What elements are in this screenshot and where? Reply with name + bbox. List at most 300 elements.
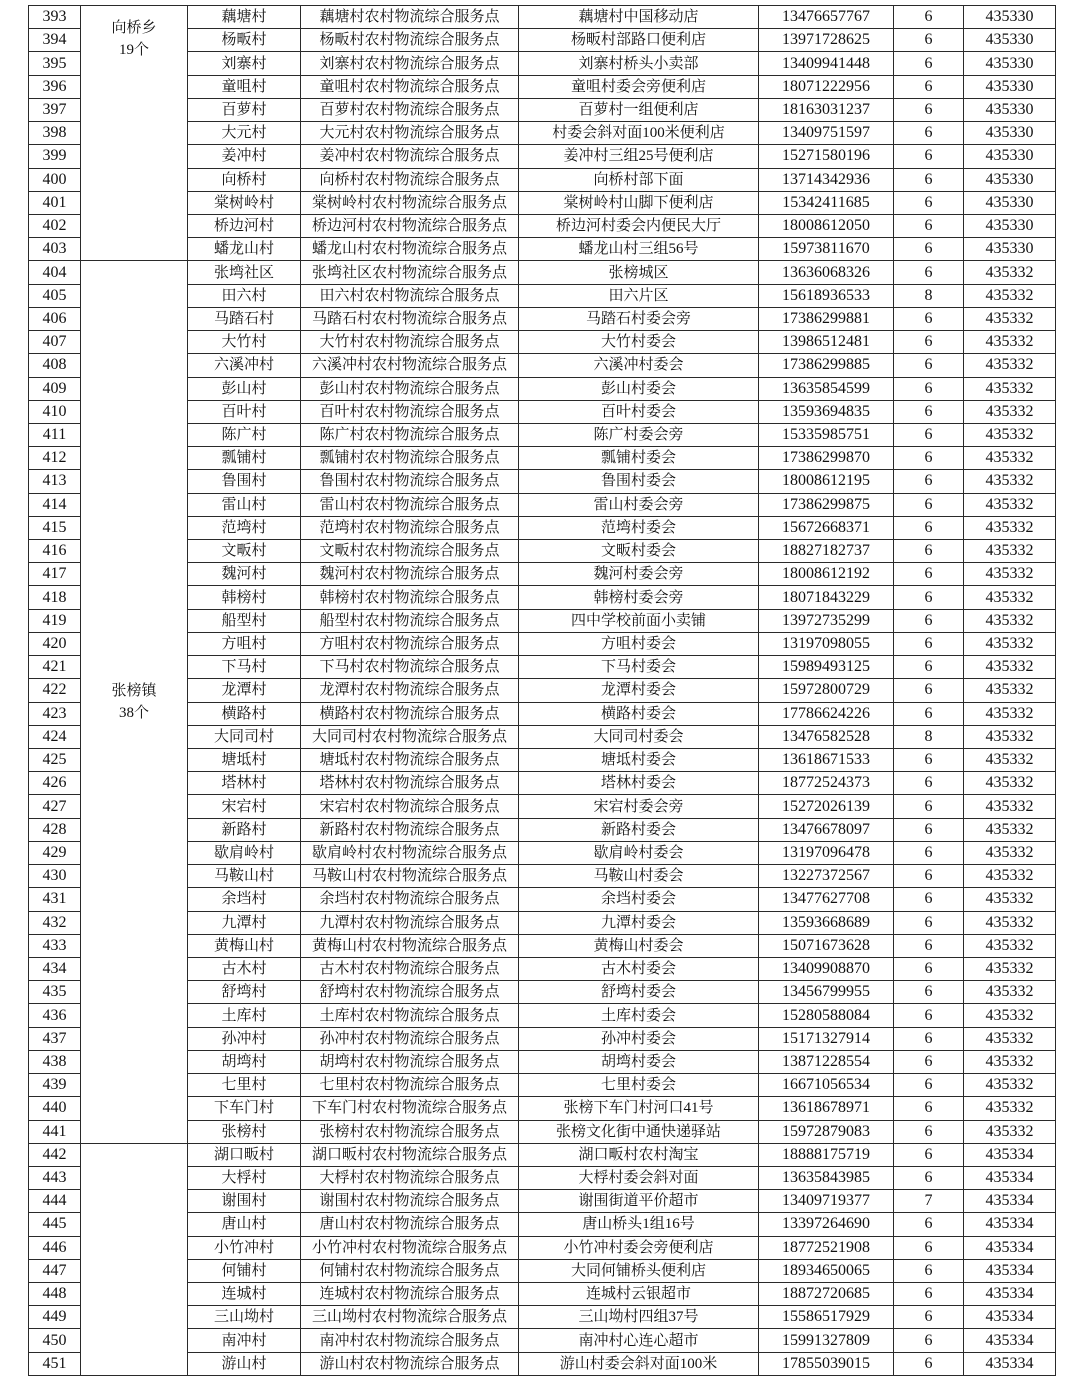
count: 6 — [894, 261, 964, 284]
postcode: 435332 — [964, 888, 1056, 911]
phone-number: 13618678971 — [759, 1097, 894, 1120]
phone-number: 18827182737 — [759, 540, 894, 563]
row-number: 422 — [29, 679, 81, 702]
row-number: 444 — [29, 1190, 81, 1213]
village-name: 船型村 — [188, 609, 301, 632]
postcode: 435332 — [964, 1050, 1056, 1073]
service-point-name: 古木村农村物流综合服务点 — [301, 957, 519, 980]
row-number: 429 — [29, 841, 81, 864]
count: 6 — [894, 1259, 964, 1282]
postcode: 435332 — [964, 493, 1056, 516]
address: 张榜城区 — [519, 261, 759, 284]
village-name: 连城村 — [188, 1283, 301, 1306]
address: 瓢铺村委会 — [519, 447, 759, 470]
postcode: 435330 — [964, 98, 1056, 121]
address: 四中学校前面小卖铺 — [519, 609, 759, 632]
count: 6 — [894, 841, 964, 864]
address: 村委会斜对面100米便利店 — [519, 122, 759, 145]
row-number: 433 — [29, 934, 81, 957]
postcode: 435332 — [964, 1097, 1056, 1120]
postcode: 435334 — [964, 1259, 1056, 1282]
service-point-name: 何铺村农村物流综合服务点 — [301, 1259, 519, 1282]
village-name: 蟠龙山村 — [188, 238, 301, 261]
address: 宋宕村委会旁 — [519, 795, 759, 818]
row-number: 405 — [29, 284, 81, 307]
phone-number: 18071843229 — [759, 586, 894, 609]
address: 新路村委会 — [519, 818, 759, 841]
address: 童咀村委会旁便利店 — [519, 75, 759, 98]
service-point-name: 向桥村农村物流综合服务点 — [301, 168, 519, 191]
postcode: 435332 — [964, 981, 1056, 1004]
village-name: 三山坳村 — [188, 1306, 301, 1329]
address: 彭山村委会 — [519, 377, 759, 400]
count: 6 — [894, 1027, 964, 1050]
table-row — [29, 1143, 1056, 1166]
phone-number: 15271580196 — [759, 145, 894, 168]
service-point-name: 大同司村农村物流综合服务点 — [301, 725, 519, 748]
count: 6 — [894, 168, 964, 191]
row-number: 434 — [29, 957, 81, 980]
count: 6 — [894, 1004, 964, 1027]
phone-number: 13986512481 — [759, 331, 894, 354]
count: 6 — [894, 1097, 964, 1120]
postcode: 435332 — [964, 1004, 1056, 1027]
address: 塔林村委会 — [519, 772, 759, 795]
postcode: 435330 — [964, 29, 1056, 52]
count: 6 — [894, 191, 964, 214]
village-name: 六溪冲村 — [188, 354, 301, 377]
village-name: 七里村 — [188, 1074, 301, 1097]
service-point-name: 船型村农村物流综合服务点 — [301, 609, 519, 632]
phone-number: 16671056534 — [759, 1074, 894, 1097]
service-points-table — [28, 5, 1056, 1376]
village-name: 何铺村 — [188, 1259, 301, 1282]
phone-number: 13593694835 — [759, 400, 894, 423]
postcode: 435332 — [964, 865, 1056, 888]
address: 下马村委会 — [519, 656, 759, 679]
postcode: 435332 — [964, 586, 1056, 609]
phone-number: 13227372567 — [759, 865, 894, 888]
service-point-name: 张塆社区农村物流综合服务点 — [301, 261, 519, 284]
row-number: 425 — [29, 749, 81, 772]
service-point-name: 下车门村农村物流综合服务点 — [301, 1097, 519, 1120]
address: 唐山桥头1组16号 — [519, 1213, 759, 1236]
count: 6 — [894, 400, 964, 423]
address: 六溪冲村委会 — [519, 354, 759, 377]
count: 6 — [894, 818, 964, 841]
village-name: 古木村 — [188, 957, 301, 980]
village-name: 张榜村 — [188, 1120, 301, 1143]
village-name: 横路村 — [188, 702, 301, 725]
village-name: 谢围村 — [188, 1190, 301, 1213]
phone-number: 13476657767 — [759, 6, 894, 29]
village-name: 舒塆村 — [188, 981, 301, 1004]
service-point-name: 韩榜村农村物流综合服务点 — [301, 586, 519, 609]
address: 张榜下车门村河口41号 — [519, 1097, 759, 1120]
village-name: 张塆社区 — [188, 261, 301, 284]
address: 大同何铺桥头便利店 — [519, 1259, 759, 1282]
township-count: 19个 — [118, 42, 149, 58]
postcode: 435332 — [964, 377, 1056, 400]
village-name: 杨畈村 — [188, 29, 301, 52]
row-number: 451 — [29, 1352, 81, 1375]
address: 杨畈村部路口便利店 — [519, 29, 759, 52]
phone-number: 13477627708 — [759, 888, 894, 911]
village-name: 余垱村 — [188, 888, 301, 911]
postcode: 435332 — [964, 1027, 1056, 1050]
address: 陈广村委会旁 — [519, 423, 759, 446]
service-point-name: 藕塘村农村物流综合服务点 — [301, 6, 519, 29]
row-number: 442 — [29, 1143, 81, 1166]
phone-number: 18008612192 — [759, 563, 894, 586]
phone-number: 13476678097 — [759, 818, 894, 841]
count: 6 — [894, 1166, 964, 1189]
row-number: 427 — [29, 795, 81, 818]
service-point-name: 蟠龙山村农村物流综合服务点 — [301, 238, 519, 261]
row-number: 448 — [29, 1283, 81, 1306]
address: 向桥村部下面 — [519, 168, 759, 191]
phone-number: 15280588084 — [759, 1004, 894, 1027]
village-name: 湖口畈村 — [188, 1143, 301, 1166]
postcode: 435330 — [964, 238, 1056, 261]
row-number: 398 — [29, 122, 81, 145]
village-name: 孙冲村 — [188, 1027, 301, 1050]
count: 6 — [894, 563, 964, 586]
address: 歇肩岭村委会 — [519, 841, 759, 864]
service-point-name: 塘坻村农村物流综合服务点 — [301, 749, 519, 772]
postcode: 435330 — [964, 168, 1056, 191]
village-name: 刘寨村 — [188, 52, 301, 75]
address: 胡塆村委会 — [519, 1050, 759, 1073]
row-number: 397 — [29, 98, 81, 121]
count: 6 — [894, 214, 964, 237]
address: 游山村委会斜对面100米 — [519, 1352, 759, 1375]
table-row — [29, 6, 1056, 29]
village-name: 歇肩岭村 — [188, 841, 301, 864]
address: 鲁围村委会 — [519, 470, 759, 493]
count: 6 — [894, 377, 964, 400]
service-point-name: 孙冲村农村物流综合服务点 — [301, 1027, 519, 1050]
count: 6 — [894, 98, 964, 121]
count: 6 — [894, 1074, 964, 1097]
village-name: 土库村 — [188, 1004, 301, 1027]
phone-number: 13456799955 — [759, 981, 894, 1004]
row-number: 414 — [29, 493, 81, 516]
service-point-name: 宋宕村农村物流综合服务点 — [301, 795, 519, 818]
address: 马踏石村委会旁 — [519, 307, 759, 330]
township-cell — [81, 6, 188, 261]
address: 大桴村委会斜对面 — [519, 1166, 759, 1189]
postcode: 435334 — [964, 1166, 1056, 1189]
service-point-name: 方咀村农村物流综合服务点 — [301, 632, 519, 655]
count: 6 — [894, 586, 964, 609]
row-number: 402 — [29, 214, 81, 237]
phone-number: 15991327809 — [759, 1329, 894, 1352]
service-point-name: 湖口畈村农村物流综合服务点 — [301, 1143, 519, 1166]
township-name: 张榜镇 — [111, 683, 157, 700]
phone-number: 13635843985 — [759, 1166, 894, 1189]
count: 6 — [894, 1283, 964, 1306]
count: 6 — [894, 1329, 964, 1352]
service-point-name: 大桴村农村物流综合服务点 — [301, 1166, 519, 1189]
address: 谢围街道平价超市 — [519, 1190, 759, 1213]
count: 6 — [894, 957, 964, 980]
count: 6 — [894, 331, 964, 354]
phone-number: 18772521908 — [759, 1236, 894, 1259]
phone-number: 17386299881 — [759, 307, 894, 330]
row-number: 436 — [29, 1004, 81, 1027]
postcode: 435334 — [964, 1352, 1056, 1375]
township-count: 38个 — [118, 705, 149, 722]
phone-number: 13971728625 — [759, 29, 894, 52]
service-point-name: 龙潭村农村物流综合服务点 — [301, 679, 519, 702]
village-name: 百叶村 — [188, 400, 301, 423]
row-number: 435 — [29, 981, 81, 1004]
phone-number: 13409908870 — [759, 957, 894, 980]
phone-number: 13409941448 — [759, 52, 894, 75]
phone-number: 15672668371 — [759, 516, 894, 539]
service-point-name: 大元村农村物流综合服务点 — [301, 122, 519, 145]
postcode: 435334 — [964, 1306, 1056, 1329]
service-point-name: 六溪冲村农村物流综合服务点 — [301, 354, 519, 377]
phone-number: 13409719377 — [759, 1190, 894, 1213]
phone-number: 15272026139 — [759, 795, 894, 818]
service-point-name: 范塆村农村物流综合服务点 — [301, 516, 519, 539]
service-point-name: 鲁围村农村物流综合服务点 — [301, 470, 519, 493]
phone-number: 18008612195 — [759, 470, 894, 493]
village-name: 鲁围村 — [188, 470, 301, 493]
row-number: 413 — [29, 470, 81, 493]
address: 藕塘村中国移动店 — [519, 6, 759, 29]
row-number: 432 — [29, 911, 81, 934]
village-name: 唐山村 — [188, 1213, 301, 1236]
phone-number: 13871228554 — [759, 1050, 894, 1073]
phone-number: 17386299875 — [759, 493, 894, 516]
service-point-name: 唐山村农村物流综合服务点 — [301, 1213, 519, 1236]
phone-number: 13972735299 — [759, 609, 894, 632]
phone-number: 18772524373 — [759, 772, 894, 795]
phone-number: 13197098055 — [759, 632, 894, 655]
village-name: 大元村 — [188, 122, 301, 145]
address: 田六片区 — [519, 284, 759, 307]
township-name: 向桥乡 — [111, 20, 157, 36]
address: 刘寨村桥头小卖部 — [519, 52, 759, 75]
service-point-name: 棠树岭村农村物流综合服务点 — [301, 191, 519, 214]
table-row — [29, 261, 1056, 284]
postcode: 435332 — [964, 540, 1056, 563]
phone-number: 13635854599 — [759, 377, 894, 400]
village-name: 塔林村 — [188, 772, 301, 795]
row-number: 396 — [29, 75, 81, 98]
village-name: 彭山村 — [188, 377, 301, 400]
row-number: 446 — [29, 1236, 81, 1259]
count: 6 — [894, 981, 964, 1004]
postcode: 435332 — [964, 934, 1056, 957]
row-number: 404 — [29, 261, 81, 284]
village-name: 雷山村 — [188, 493, 301, 516]
count: 6 — [894, 493, 964, 516]
phone-number: 13618671533 — [759, 749, 894, 772]
service-point-name: 杨畈村农村物流综合服务点 — [301, 29, 519, 52]
row-number: 421 — [29, 656, 81, 679]
phone-number: 13476582528 — [759, 725, 894, 748]
postcode: 435332 — [964, 1074, 1056, 1097]
service-point-name: 马鞍山村农村物流综合服务点 — [301, 865, 519, 888]
row-number: 426 — [29, 772, 81, 795]
postcode: 435334 — [964, 1190, 1056, 1213]
address: 舒塆村委会 — [519, 981, 759, 1004]
village-name: 田六村 — [188, 284, 301, 307]
postcode: 435332 — [964, 609, 1056, 632]
village-name: 文畈村 — [188, 540, 301, 563]
service-point-name: 大竹村农村物流综合服务点 — [301, 331, 519, 354]
address: 孙冲村委会 — [519, 1027, 759, 1050]
address: 古木村委会 — [519, 957, 759, 980]
service-point-name: 新路村农村物流综合服务点 — [301, 818, 519, 841]
village-name: 姜冲村 — [188, 145, 301, 168]
phone-number: 13593668689 — [759, 911, 894, 934]
postcode: 435332 — [964, 841, 1056, 864]
count: 6 — [894, 911, 964, 934]
village-name: 南冲村 — [188, 1329, 301, 1352]
address: 龙潭村委会 — [519, 679, 759, 702]
service-point-name: 游山村农村物流综合服务点 — [301, 1352, 519, 1375]
village-name: 马鞍山村 — [188, 865, 301, 888]
postcode: 435332 — [964, 795, 1056, 818]
address: 南冲村心连心超市 — [519, 1329, 759, 1352]
postcode: 435332 — [964, 284, 1056, 307]
row-number: 399 — [29, 145, 81, 168]
row-number: 447 — [29, 1259, 81, 1282]
row-number: 440 — [29, 1097, 81, 1120]
count: 8 — [894, 284, 964, 307]
address: 蟠龙山村三组56号 — [519, 238, 759, 261]
count: 6 — [894, 1213, 964, 1236]
township-cell — [81, 1143, 188, 1375]
village-name: 桥边河村 — [188, 214, 301, 237]
phone-number: 13714342936 — [759, 168, 894, 191]
postcode: 435332 — [964, 818, 1056, 841]
row-number: 415 — [29, 516, 81, 539]
address: 土库村委会 — [519, 1004, 759, 1027]
row-number: 430 — [29, 865, 81, 888]
phone-number: 18888175719 — [759, 1143, 894, 1166]
service-point-name: 七里村农村物流综合服务点 — [301, 1074, 519, 1097]
postcode: 435332 — [964, 331, 1056, 354]
count: 6 — [894, 702, 964, 725]
phone-number: 13197096478 — [759, 841, 894, 864]
service-point-name: 魏河村农村物流综合服务点 — [301, 563, 519, 586]
phone-number: 17786624226 — [759, 702, 894, 725]
postcode: 435334 — [964, 1143, 1056, 1166]
address: 湖口畈村农村淘宝 — [519, 1143, 759, 1166]
village-name: 大桴村 — [188, 1166, 301, 1189]
count: 6 — [894, 122, 964, 145]
service-point-name: 文畈村农村物流综合服务点 — [301, 540, 519, 563]
address: 小竹冲村委会旁便利店 — [519, 1236, 759, 1259]
address: 百叶村委会 — [519, 400, 759, 423]
count: 6 — [894, 145, 964, 168]
address: 百萝村一组便利店 — [519, 98, 759, 121]
count: 6 — [894, 888, 964, 911]
service-point-name: 陈广村农村物流综合服务点 — [301, 423, 519, 446]
service-point-name: 三山坳村农村物流综合服务点 — [301, 1306, 519, 1329]
service-point-name: 彭山村农村物流综合服务点 — [301, 377, 519, 400]
row-number: 431 — [29, 888, 81, 911]
row-number: 417 — [29, 563, 81, 586]
postcode: 435334 — [964, 1283, 1056, 1306]
count: 8 — [894, 725, 964, 748]
postcode: 435332 — [964, 749, 1056, 772]
postcode: 435332 — [964, 354, 1056, 377]
row-number: 450 — [29, 1329, 81, 1352]
row-number: 416 — [29, 540, 81, 563]
address: 七里村委会 — [519, 1074, 759, 1097]
row-number: 410 — [29, 400, 81, 423]
count: 6 — [894, 516, 964, 539]
village-name: 大同司村 — [188, 725, 301, 748]
postcode: 435332 — [964, 307, 1056, 330]
count: 6 — [894, 772, 964, 795]
address: 横路村委会 — [519, 702, 759, 725]
address: 余垱村委会 — [519, 888, 759, 911]
row-number: 439 — [29, 1074, 81, 1097]
service-point-name: 土库村农村物流综合服务点 — [301, 1004, 519, 1027]
postcode: 435332 — [964, 516, 1056, 539]
village-name: 藕塘村 — [188, 6, 301, 29]
count: 6 — [894, 934, 964, 957]
postcode: 435334 — [964, 1236, 1056, 1259]
service-point-name: 胡塆村农村物流综合服务点 — [301, 1050, 519, 1073]
count: 6 — [894, 354, 964, 377]
village-name: 方咀村 — [188, 632, 301, 655]
phone-number: 15973811670 — [759, 238, 894, 261]
row-number: 445 — [29, 1213, 81, 1236]
address: 雷山村委会旁 — [519, 493, 759, 516]
address: 九潭村委会 — [519, 911, 759, 934]
count: 6 — [894, 447, 964, 470]
count: 6 — [894, 1236, 964, 1259]
address: 大同司村委会 — [519, 725, 759, 748]
phone-number: 15618936533 — [759, 284, 894, 307]
village-name: 胡塆村 — [188, 1050, 301, 1073]
row-number: 424 — [29, 725, 81, 748]
row-number: 401 — [29, 191, 81, 214]
address: 棠树岭村山脚下便利店 — [519, 191, 759, 214]
row-number: 408 — [29, 354, 81, 377]
address: 姜冲村三组25号便利店 — [519, 145, 759, 168]
address: 方咀村委会 — [519, 632, 759, 655]
count: 6 — [894, 75, 964, 98]
row-number: 428 — [29, 818, 81, 841]
row-number: 418 — [29, 586, 81, 609]
village-name: 范塆村 — [188, 516, 301, 539]
service-point-name: 小竹冲村农村物流综合服务点 — [301, 1236, 519, 1259]
service-point-name: 塔林村农村物流综合服务点 — [301, 772, 519, 795]
postcode: 435330 — [964, 191, 1056, 214]
service-point-name: 瓢铺村农村物流综合服务点 — [301, 447, 519, 470]
postcode: 435332 — [964, 632, 1056, 655]
row-number: 393 — [29, 6, 81, 29]
address: 大竹村委会 — [519, 331, 759, 354]
row-number: 395 — [29, 52, 81, 75]
count: 6 — [894, 6, 964, 29]
village-name: 黄梅山村 — [188, 934, 301, 957]
phone-number: 15342411685 — [759, 191, 894, 214]
village-name: 百萝村 — [188, 98, 301, 121]
phone-number: 18008612050 — [759, 214, 894, 237]
village-name: 向桥村 — [188, 168, 301, 191]
